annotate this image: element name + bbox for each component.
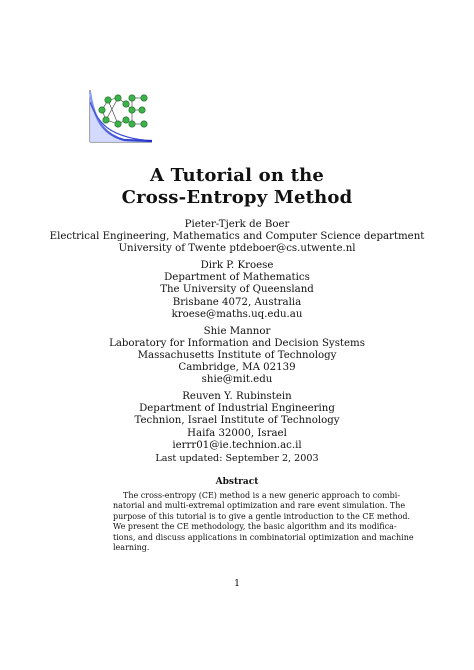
author-affiliation: Cambridge, MA 02139 <box>178 362 296 374</box>
author-block <box>0 326 474 386</box>
author-affiliation: Massachusetts Institute of Technology <box>137 349 337 361</box>
title-line-1: A Tutorial on the <box>149 165 325 186</box>
abstract-body <box>113 491 414 553</box>
author-affiliation: The University of Queensland <box>160 284 314 296</box>
author-email: kroese@maths.uq.edu.au <box>171 308 303 320</box>
abstract-line: We present the CE methodology, the basic algorithm and its modifica- <box>113 522 397 532</box>
author-block <box>0 391 474 451</box>
author-email: shie@mit.edu <box>201 374 273 386</box>
author-affiliation: Technion, Israel Institute of Technology <box>134 415 340 427</box>
title-line-2: Cross-Entropy Method <box>121 187 353 208</box>
author-affiliation: Brisbane 4072, Australia <box>172 296 302 308</box>
author-list <box>0 219 474 457</box>
abstract-line: natorial and multi-extremal optimization and rare event simulation. The <box>113 501 406 511</box>
page-number: 1 <box>233 578 241 589</box>
author-affiliation: Department of Mathematics <box>164 272 310 284</box>
author-affiliation: Department of Industrial Engineering <box>139 403 335 415</box>
abstract-line: purpose of this tutorial is to give a gentle introduction to the CE method. <box>113 511 411 521</box>
abstract-line: tions, and discuss applications in combinatorial optimization and machine <box>113 532 414 542</box>
author-affiliation: Laboratory for Information and Decision Systems <box>109 337 365 349</box>
author-name: Pieter-Tjerk de Boer <box>184 219 290 230</box>
paper-title <box>0 165 474 209</box>
abstract-line: The cross-entropy (CE) method is a new generic approach to combi- <box>123 491 401 500</box>
author-email: ierrr01@ie.technion.ac.il <box>172 439 302 451</box>
last-updated: Last updated: September 2, 2003 <box>155 453 319 464</box>
author-name: Reuven Y. Rubinstein <box>182 391 292 403</box>
author-affiliation: University of Twente ptdeboer@cs.utwente.nl <box>118 243 356 255</box>
cross-entropy-logo-icon <box>84 88 154 144</box>
author-name: Dirk P. Kroese <box>200 260 274 272</box>
abstract-heading: Abstract <box>215 477 259 487</box>
abstract-line: learning. <box>113 543 150 553</box>
author-affiliation: Electrical Engineering, Mathematics and Computer Science department <box>49 231 425 243</box>
author-block <box>0 260 474 320</box>
author-block <box>0 219 474 255</box>
author-name: Shie Mannor <box>203 325 271 337</box>
author-affiliation: Haifa 32000, Israel <box>187 427 287 439</box>
